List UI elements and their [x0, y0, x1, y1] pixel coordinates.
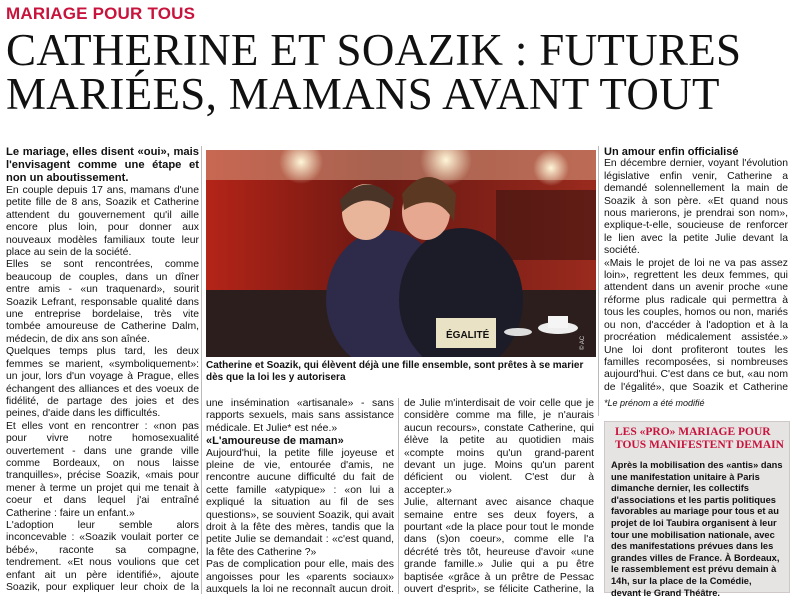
photo-caption: Catherine et Soazik, qui élèvent déjà une fille ensemble, sont prêtes à se marier dès que la loi les y autorisera [206, 360, 584, 383]
column-1 [6, 146, 199, 594]
col2-paragraph-3: Pas de complication pour elle, mais des angoisses pour les «parents sociaux» auxquels la loi ne reconnaît aucun droit. [206, 559, 394, 594]
col1-paragraph-5: L'adoption leur semble alors inconcevable : «Soazik voulait porter ce bébé», raconte sa compagne, tendrement. «Et nous voulions que cet enfant ait un père identifié», ajoute Soazik, pour expliquer leur choix de la [6, 519, 199, 593]
col2-paragraph-1: une insémination «artisanale» - sans rapports sexuels, mais sans assistance médicale. Et Julie* est née.» [206, 398, 394, 434]
headline-line-2: MARIÉES, MAMANS AVANT TOUT [6, 69, 720, 119]
lede: Le mariage, elles disent «oui», mais l'envisagent comme une étape et non un aboutissement. [6, 146, 199, 184]
sidebar-box-text: Après la mobilisation des «antis» dans une manifestation unitaire à Paris dimanche dernier, les collectifs d'associations et les partis politiques favorables au mariage pour tous et au projet de loi Taubira organisent à leur tour une mobilisation nationale, avec des manifestations prévues dans les grandes villes de France. À Bordeaux, le rassemblement est prévu demain à 14h, sur la place de la Comédie, devant le Grand Théâtre. [611, 460, 783, 598]
col1-paragraph-1: En couple depuis 17 ans, mamans d'une petite fille de 8 ans, Soazik et Catherine attendent du gouvernement qu'il aille encore plus loin, pour donner aux nouveaux modèles familiaux toute leur place au sein de la société. [6, 185, 199, 259]
section-kicker: MARIAGE POUR TOUS [6, 4, 196, 23]
photo-illustration [206, 150, 596, 357]
sidebar-box-title: LES «PRO» MARIAGE POUR TOUS MANIFESTENT DEMAIN [615, 426, 784, 451]
col1-paragraph-3: Quelques temps plus tard, les deux femmes se marient, «symboliquement»: un jour, lors d'un voyage à Prague, elles échangent des alliances et des voeux de fidélité, de partage des joies et des peines, d'aide dans les difficultés. [6, 346, 199, 420]
column-divider [201, 146, 202, 594]
col2-paragraph-2: Aujourd'hui, la petite fille joyeuse et pleine de vie, entourée d'amis, ne rencontre aucune difficulté du fait de cette famille «atypique» : «on lui a expliqué la situation au fil de ses questions», se souvient Soazik, qui avait droit à la fête des mères, tandis que la petite Julie se demandait : «c'est quand, la fête des Catherine ?» [206, 447, 394, 558]
headline-line-1: CATHERINE ET SOAZIK : FUTURES [6, 25, 742, 75]
photo-credit: © AC [580, 335, 586, 350]
column-3 [404, 398, 594, 594]
col1-paragraph-4: Et elles vont en rencontrer : «non pas pour vivre notre homosexualité ouvertement - dans une grande ville comme Bordeaux, on nous laisse tranquilles», précise Soazik, «mais pour mener à terme un projet qui me tenait à coeur et dans lequel j'ai entraîné Catherine : faire un enfant.» [6, 420, 199, 519]
col4-paragraph-1: En décembre dernier, voyant l'évolution législative enfin venir, Catherine a demandé solennellement la main de Soazik à son père. «Et quand nous nous marierons, je prendrai son nom», explique-t-elle, soucieuse de renforcer le lien avec la petite Julie devant la société. [604, 158, 788, 257]
col3-paragraph-2: Julie, alternant avec aisance chaque semaine entre ses deux foyers, a pourtant «de la place pour tout le monde dans (s)on coeur», comme elle l'a décrété très tôt, heureuse d'avoir «une grande famille.» Julie qui a pu être baptisée «grâce à un prêtre de Pessac ouvert d'esprit», se félicite Catherine, la [404, 497, 594, 594]
sidebar-box [604, 421, 790, 598]
column-4 [604, 146, 788, 394]
article-photo [206, 150, 596, 357]
col4-paragraph-2: «Mais le projet de loi ne va pas assez loin», regrettent les deux femmes, qui attendent dans un avenir proche «une réforme plus radicale qui permettra à tous les couples, homos ou non, mariés ou non, d'accéder à l'adoption et à la procréation médicalement assistée.» Une loi dont profiteront toutes les familles recomposées, si nombreuses aujourd'hui. C'est dans ce but, «au nom de l'égalité», que Soazik et Catherine [604, 257, 788, 393]
col4-subhead: Un amour enfin officialisé [604, 146, 739, 158]
footnote: *Le prénom a été modifié [604, 398, 705, 408]
col1-paragraph-2: Elles se sont rencontrées, comme beaucoup de couples, dans un dîner entre amis - «un traquenard», sourit Soazik Lefrant, responsable qualité dans une entreprise bordelaise, très vite tombée amoureuse de Catherine Dalm, médecin, de dix ans son aînée. [6, 259, 199, 345]
column-2 [206, 398, 394, 594]
photo-sign: ÉGALITÉ [446, 330, 490, 341]
column-divider-2 [398, 398, 399, 594]
col2-subhead: «L'amoureuse de maman» [206, 435, 344, 448]
column-divider-3 [598, 146, 599, 416]
headline [6, 25, 786, 119]
col3-paragraph-1: de Julie m'interdisait de voir celle que je considère comme ma fille, je n'aurais aucun recours», constate Catherine, qui élève la petite au quotidien mais «compte moins qu'un grand-parent devant un juge. Moins qu'un parent déficient ou violent. C'est dur à accepter.» [404, 398, 594, 496]
